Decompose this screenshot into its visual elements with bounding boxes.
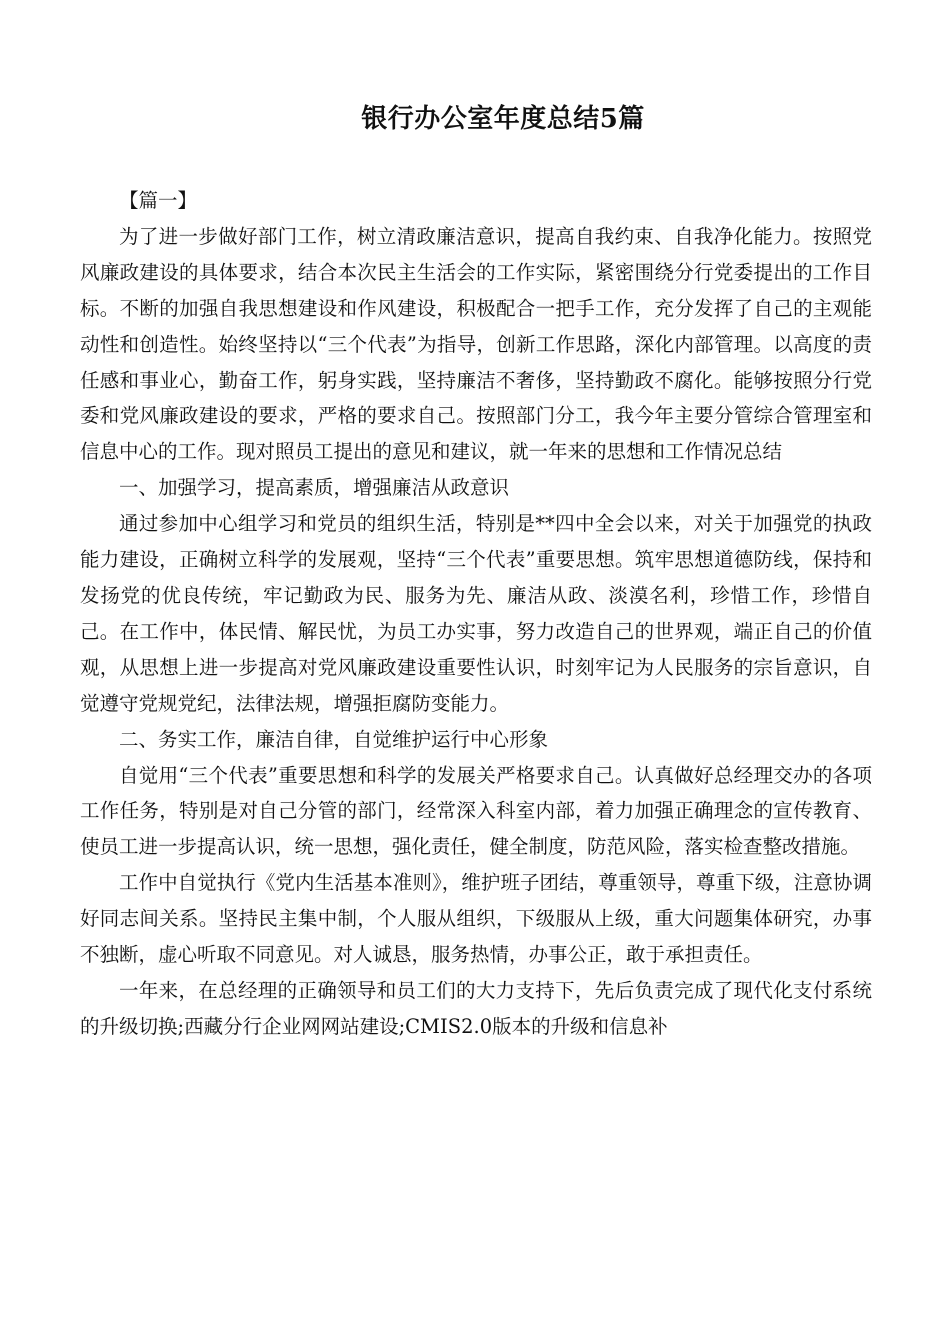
document-title: 银行办公室年度总结5篇 [361,104,645,134]
body-paragraph: 一年来，在总经理的正确领导和员工们的大力支持下，先后负责完成了现代化支付系统的升级切换;西藏分行企业网网站建设;CMIS2.0版本的升级和信息补 [80,978,872,1038]
section-heading: 一、加强学习，提高素质，增强廉洁从政意识 [119,476,510,500]
section-heading: 二、务实工作，廉洁自律，自觉维护运行中心形象 [119,727,549,751]
body-paragraph: 通过参加中心组学习和党员的组织生活，特别是**四中全会以来，对关于加强党的执政能力建设，正确树立科学的发展观，坚持“三个代表”重要思想。筑牢思想道德防线，保持和发扬党的优良传统，牢记勤政为民、服务为先、廉洁从政、淡漠名利，珍惜工作，珍惜自己。在工作中，体民情、解民忧，为员工办实事，努力改造自己的世界观，端正自己的价值观，从思想上进一步提高对党风廉政建设重要性认识，时刻牢记为人民服务的宗旨意识，自觉遵守党规党纪，法律法规，增强拒腐防变能力。 [80,512,872,715]
body-paragraph: 为了进一步做好部门工作，树立清政廉洁意识，提高自我约束、自我净化能力。按照党风廉政建设的具体要求，结合本次民主生活会的工作实际，紧密围绕分行党委提出的工作目标。不断的加强自我思想建设和作风建设，积极配合一把手工作，充分发挥了自己的主观能动性和创造性。始终坚持以“三个代表”为指导，创新工作思路，深化内部管理。以高度的责任感和事业心，勤奋工作，躬身实践，坚持廉洁不奢侈，坚持勤政不腐化。能够按照分行党委和党风廉政建设的要求，严格的要求自己。按照部门分工，我今年主要分管综合管理室和信息中心的工作。现对照员工提出的意见和建议，就一年来的思想和工作情况总结 [80,224,872,464]
body-paragraph: 自觉用“三个代表”重要思想和科学的发展关严格要求自己。认真做好总经理交办的各项工作任务，特别是对自己分管的部门，经常深入科室内部，着力加强正确理念的宣传教育、使员工进一步提高认识，统一思想，强化责任，健全制度，防范风险，落实检查整改措施。 [80,763,872,859]
document-body [80,183,872,1045]
body-paragraph: 工作中自觉执行《党内生活基本准则》，维护班子团结，尊重领导，尊重下级，注意协调好同志间关系。坚持民主集中制，个人服从组织，下级服从上级，重大问题集体研究，办事不独断，虚心听取不同意见。对人诚恳，服务热情，办事公正，敢于承担责任。 [80,871,872,967]
section-tag: 【篇一】 [119,189,198,212]
